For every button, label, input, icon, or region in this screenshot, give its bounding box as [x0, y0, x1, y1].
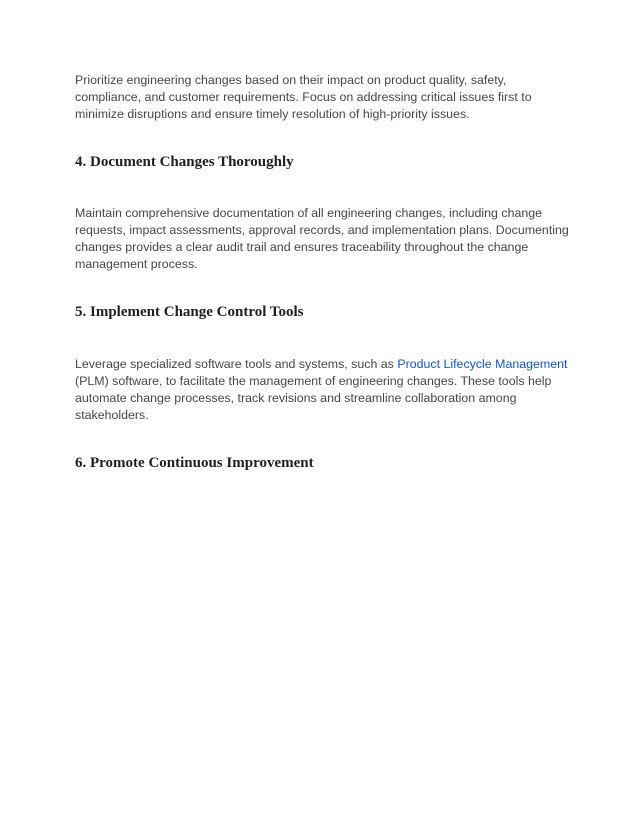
section-paragraph-change-control-tools [75, 356, 570, 424]
paragraph-text-before-link: Leverage specialized software tools and systems, such as [75, 357, 398, 371]
section-paragraph-document-changes: Maintain comprehensive documentation of all engineering changes, including change requests, impact assessments, approval records, and implementation plans. Documenting changes provides a clear audit trail and ensures traceability throughout the change management process. [75, 206, 569, 271]
section-heading-document-changes: 4. Document Changes Thoroughly [75, 154, 294, 170]
plm-link[interactable]: Product Lifecycle Management [397, 357, 568, 371]
section-heading-change-control-tools: 5. Implement Change Control Tools [75, 304, 304, 320]
paragraph-text-after-link: (PLM) software, to facilitate the management of engineering changes. These tools help automate change processes, track revisions and streamline collaboration among stakeholders. [75, 374, 552, 422]
intro-paragraph: Prioritize engineering changes based on their impact on product quality, safety, compliance, and customer requirements. Focus on addressing critical issues first to minimize disruptions and ensure timely resolution of high-priority issues. [75, 73, 532, 121]
document-content [75, 72, 570, 473]
section-heading-continuous-improvement: 6. Promote Continuous Improvement [75, 455, 314, 471]
